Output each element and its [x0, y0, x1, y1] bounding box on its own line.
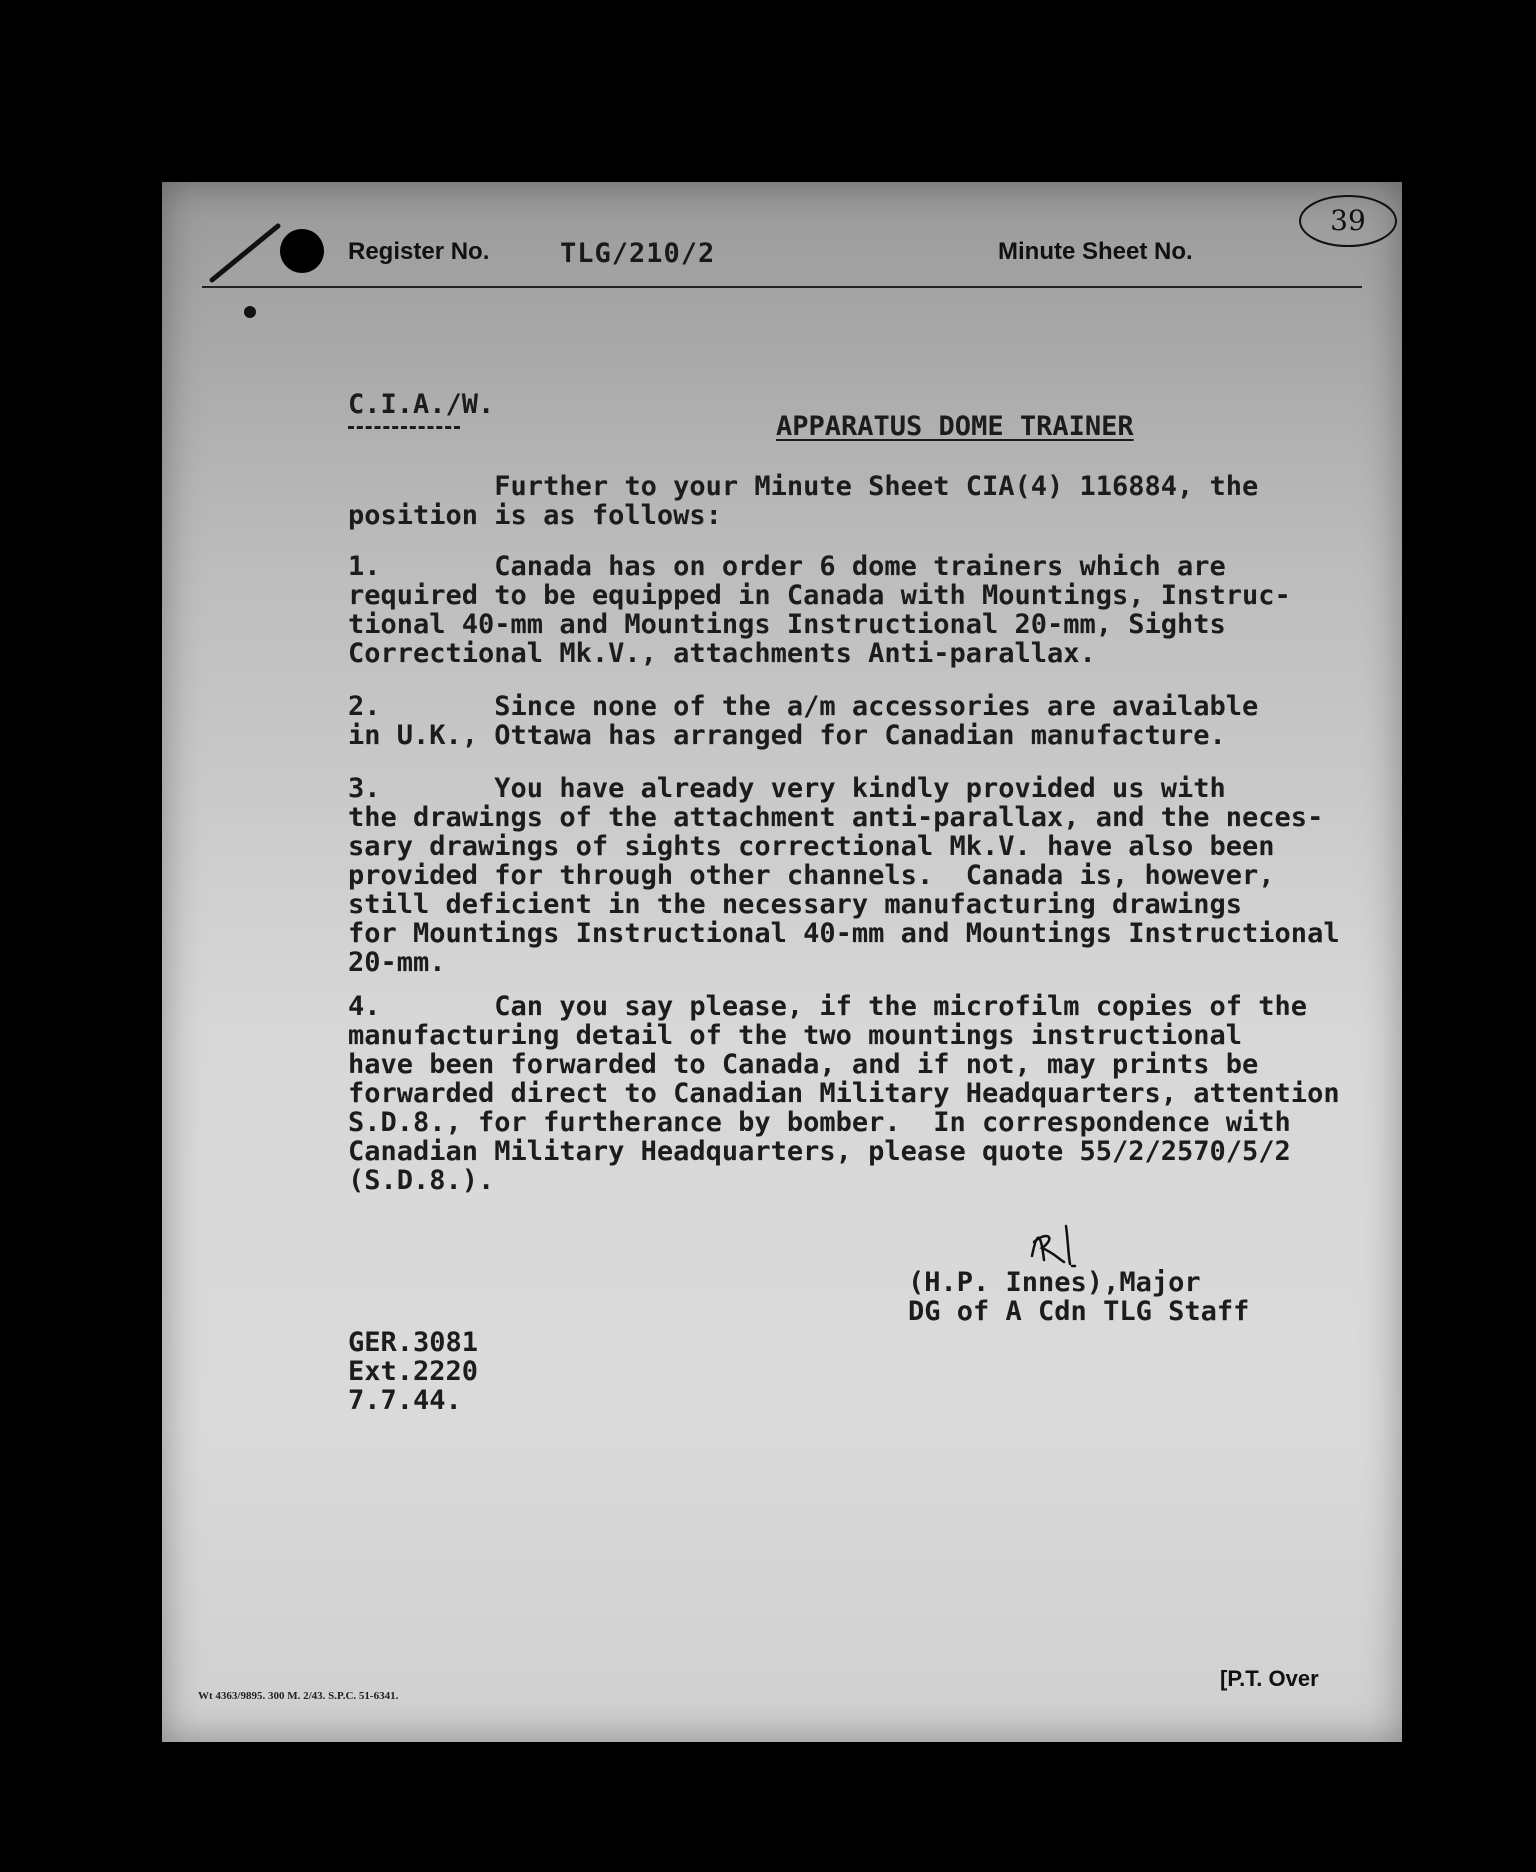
signatory-block: (H.P. Innes),Major DG of A Cdn TLG Staff	[908, 1267, 1250, 1327]
minute-sheet	[162, 182, 1402, 1742]
paragraph-3: 3. You have already very kindly provided us with the drawings of the attachment anti-parallax, and the neces- sary drawings of sights correctional Mk.V. have also been provided for through other channels. Canada is, however, still deficient in the necessary manufacturing drawings for Mountings Instructional 40-mm and Mountings Instructional 20-mm.	[348, 773, 1340, 978]
handwritten-initials	[1022, 1216, 1092, 1272]
folio-number-circled	[1296, 192, 1400, 250]
register-number: TLG/210/2	[560, 238, 716, 269]
minute-sheet-label: Minute Sheet No.	[998, 238, 1193, 265]
pencil-slash-mark	[206, 218, 286, 288]
punch-hole	[280, 229, 324, 273]
reference-block: GER.3081 Ext.2220 7.7.44.	[348, 1327, 479, 1416]
document-title: APPARATUS DOME TRAINER	[776, 411, 1134, 442]
register-label: Register No.	[348, 238, 490, 265]
paragraph-2: 2. Since none of the a/m accessories are available in U.K., Ottawa has arranged for Canadian manufacture.	[348, 691, 1259, 751]
please-turn-over: [P.T. Over	[1220, 1666, 1319, 1691]
addressee: C.I.A./W.	[348, 389, 495, 420]
header-rule	[202, 286, 1362, 288]
paragraph-1: 1. Canada has on order 6 dome trainers which are required to be equipped in Canada with Mountings, Instruc- tional 40-mm and Mountings Instructional 20-mm, Sights Correctional Mk.V., attachments Anti-parallax.	[348, 551, 1291, 669]
addressee-underline	[348, 426, 460, 429]
printer-code: Wt 4363/9895. 300 M. 2/43. S.P.C. 51-6341.	[198, 1690, 399, 1702]
punch-dot	[244, 306, 256, 318]
folio-number: 39	[1330, 204, 1366, 237]
intro-paragraph: Further to your Minute Sheet CIA(4) 116884, the position is as follows:	[348, 471, 1259, 531]
paragraph-4: 4. Can you say please, if the microfilm copies of the manufacturing detail of the two mountings instructional have been forwarded to Canada, and if not, may prints be forwarded direct to Canadian Military Headquarters, attention S.D.8., for furtherance by bomber. In correspondence with Canadian Military Headquarters, please quote 55/2/2570/5/2 (S.D.8.).	[348, 991, 1340, 1196]
